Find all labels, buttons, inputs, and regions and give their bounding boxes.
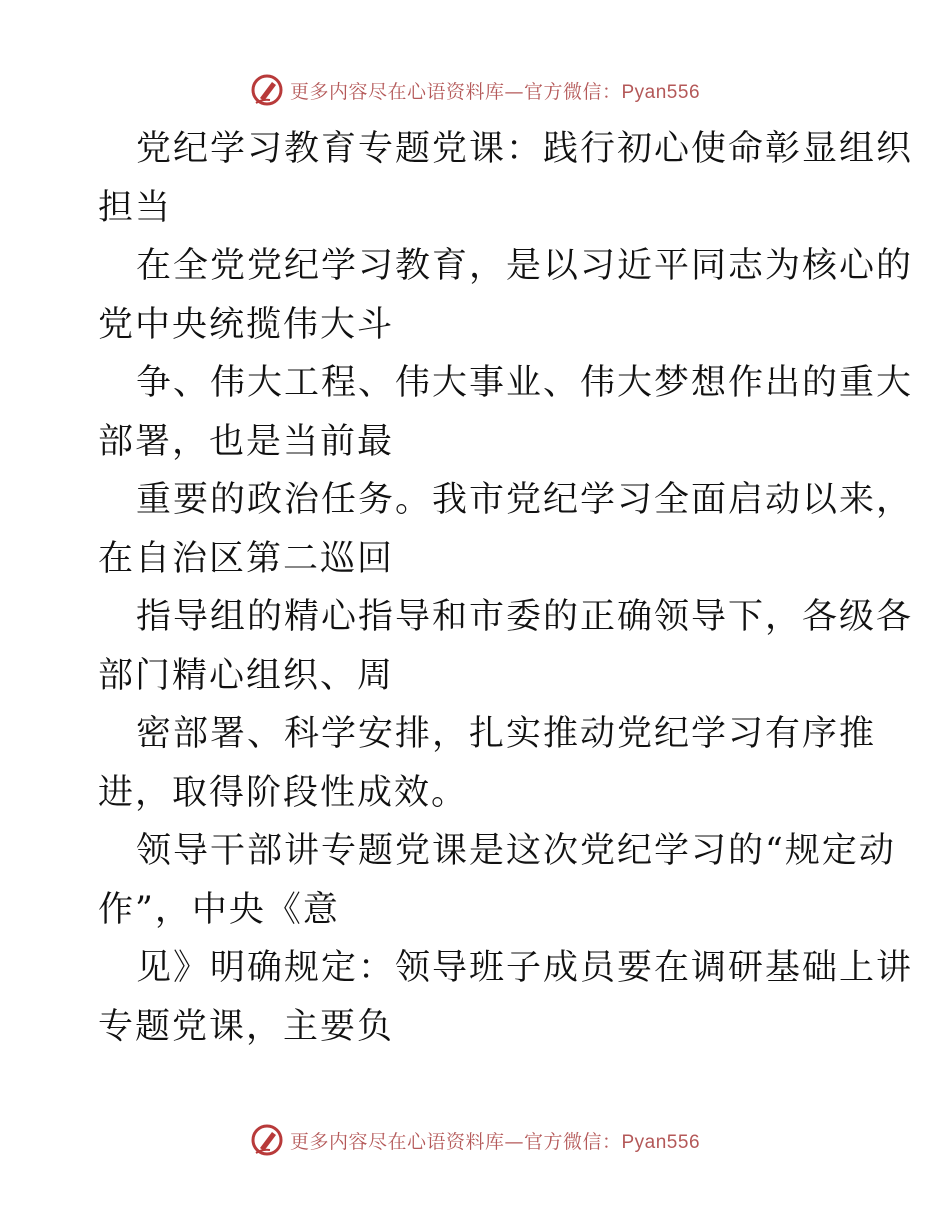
text-line: 重要的政治任务。我市党纪学习全面启动以来， (136, 480, 914, 520)
watermark-label: 更多内容尽在心语资料库—官方微信： (289, 80, 622, 103)
pen-logo-icon (250, 73, 284, 107)
text-line: 党纪学习教育专题党课：践行初心使命彰显组织 (136, 129, 914, 169)
text-line: 进，取得阶段性成效。 (98, 772, 469, 813)
document-body (98, 120, 914, 1056)
watermark-wechat-id: Pyan556 (621, 81, 701, 103)
text-line: 争、伟大工程、伟大事业、伟大梦想作出的重大 (136, 363, 914, 403)
text-line: 领导干部讲专题党课是这次党纪学习的“规定动 (136, 831, 896, 871)
text-line: 担当 (98, 187, 173, 228)
watermark-text (290, 77, 700, 104)
text-line: 密部署、科学安排，扎实推动党纪学习有序推 (136, 714, 877, 754)
watermark-label: 更多内容尽在心语资料库—官方微信： (289, 1130, 622, 1153)
watermark-text (290, 1127, 700, 1154)
text-line: 指导组的精心指导和市委的正确领导下，各级各 (136, 597, 914, 637)
text-line: 党中央统揽伟大斗 (98, 304, 395, 345)
text-line: 作”，中央《意 (98, 889, 340, 930)
pen-logo-icon (250, 1123, 284, 1157)
text-line: 部门精心组织、周 (98, 655, 395, 696)
footer-watermark (0, 1120, 950, 1160)
watermark-wechat-id: Pyan556 (621, 1131, 701, 1153)
text-line: 在全党党纪学习教育，是以习近平同志为核心的 (136, 246, 914, 286)
header-watermark (0, 70, 950, 110)
text-line: 在自治区第二巡回 (98, 538, 395, 579)
text-line: 部署，也是当前最 (98, 421, 395, 462)
text-line: 专题党课，主要负 (98, 1006, 395, 1047)
text-line: 见》明确规定：领导班子成员要在调研基础上讲 (136, 948, 914, 988)
